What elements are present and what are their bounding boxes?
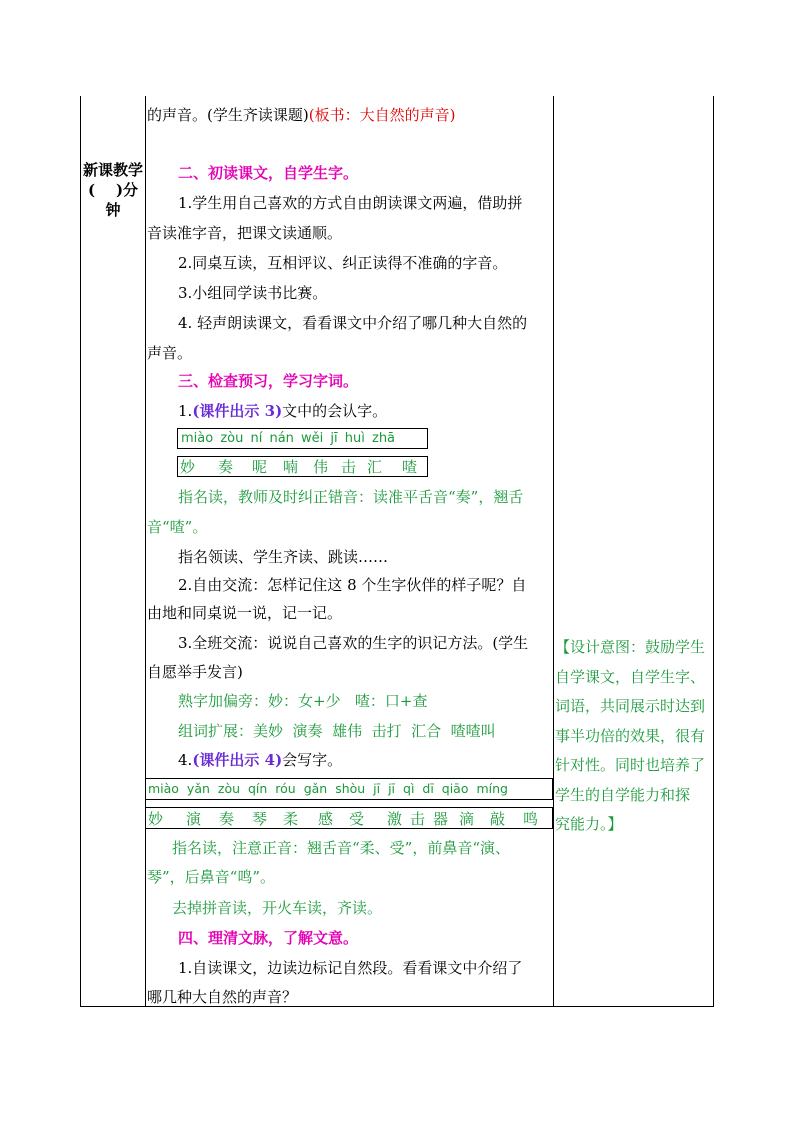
hanzi-char: 奏 bbox=[218, 458, 234, 476]
section-label-line2: ( )分 bbox=[87, 181, 139, 199]
section3-item1-tag: (课件出示 3) bbox=[192, 402, 283, 420]
pinyin-row-1: miào zòu ní nán wěi jī huì zhā bbox=[181, 431, 396, 446]
section3-item4-tag: (课件出示 4) bbox=[192, 751, 283, 769]
hanzi-char: 奏 bbox=[219, 810, 235, 828]
section3-item4-text: 会写字。 bbox=[282, 751, 343, 769]
hanzi-char: 激 bbox=[387, 810, 403, 828]
table-divider-1 bbox=[145, 96, 146, 1007]
hanzi-char: 演 bbox=[186, 810, 202, 828]
hanzi-char: 妙 bbox=[148, 810, 164, 828]
hanzi-box-1 bbox=[177, 456, 428, 477]
intro-text: 的声音。(学生齐读课题) bbox=[147, 106, 309, 124]
section3-guide2-b: 琴”，后鼻音“鸣”。 bbox=[147, 868, 276, 886]
section3-radicals: 熟字加偏旁：妙：女+少 喳：口+查 bbox=[178, 692, 428, 710]
section3-words: 组词扩展：美妙 演奏 雄伟 击打 汇合 喳喳叫 bbox=[178, 722, 496, 740]
hanzi-char: 喃 bbox=[283, 458, 299, 476]
section-label bbox=[82, 160, 144, 220]
table-border-right bbox=[713, 96, 714, 1007]
section3-item2-a: 2.自由交流：怎样记住这 8 个生字伙伴的样子呢？自 bbox=[178, 576, 527, 594]
hanzi-char: 汇 bbox=[367, 458, 383, 476]
section3-heading: 三、检查预习，学习字词。 bbox=[178, 372, 359, 390]
table-border-left bbox=[80, 96, 81, 1007]
intro-line bbox=[147, 105, 455, 125]
design-note-line5: 针对性。同时也培养了 bbox=[555, 756, 706, 774]
section3-item1 bbox=[178, 401, 387, 421]
section-label-line3: 钟 bbox=[105, 201, 121, 219]
section2-item1-a: 1.学生用自己喜欢的方式自由朗读课文两遍，借助拼 bbox=[178, 194, 523, 212]
section2-item4-a: 4. 轻声朗读课文，看看课文中介绍了哪几种大自然的 bbox=[178, 314, 528, 332]
section4-item1-b: 哪几种大自然的声音？ bbox=[147, 988, 298, 1006]
hanzi-char: 击 bbox=[341, 458, 357, 476]
section3-item4 bbox=[178, 750, 342, 770]
hanzi-char: 器 bbox=[433, 810, 449, 828]
section3-guide2-a: 指名读，注意正音：翘舌音“柔、受”，前鼻音“演、 bbox=[172, 839, 511, 857]
section2-item2: 2.同桌互读，互相评议、纠正读得不准确的字音。 bbox=[178, 254, 508, 272]
table-divider-2 bbox=[553, 96, 554, 1007]
design-note-line2: 自学课文，自学生字、 bbox=[555, 667, 706, 686]
section4-heading: 四、理清文脉，了解文意。 bbox=[178, 929, 359, 947]
section3-guide-a: 指名读，教师及时纠正错音：读准平舌音“奏”，翘舌 bbox=[178, 488, 524, 506]
section3-guide-b: 音“喳”。 bbox=[147, 518, 208, 536]
design-note-line6: 学生的自学能力和探 bbox=[555, 785, 691, 804]
design-note-line3: 词语，共同展示时达到 bbox=[555, 697, 706, 715]
hanzi-char: 滴 bbox=[459, 810, 475, 828]
section3-read-methods: 指名领读、学生齐读、跳读…… bbox=[178, 548, 389, 566]
board-text: (板书：大自然的声音) bbox=[308, 106, 456, 124]
hanzi-char: 呢 bbox=[252, 458, 268, 476]
hanzi-char: 妙 bbox=[180, 458, 196, 476]
section2-heading: 二、初读课文，自学生字。 bbox=[178, 164, 359, 182]
hanzi-char: 琴 bbox=[252, 810, 268, 828]
section2-item3: 3.小组同学读书比赛。 bbox=[178, 284, 328, 302]
hanzi-char: 受 bbox=[349, 810, 365, 828]
section3-item3-b: 自愿举手发言) bbox=[147, 663, 243, 681]
section3-item2-b: 由地和同桌说一说，记一记。 bbox=[147, 604, 343, 622]
section2-item1-b: 音读准字音，把课文读通顺。 bbox=[147, 224, 343, 242]
section3-item4-num: 4. bbox=[178, 751, 193, 769]
section3-item3-a: 3.全班交流：说说自己喜欢的生字的识记方法。(学生 bbox=[178, 634, 529, 652]
section2-item4-b: 声音。 bbox=[147, 344, 193, 362]
hanzi-char: 击 bbox=[410, 810, 426, 828]
hanzi-char: 伟 bbox=[313, 458, 329, 476]
design-note-line4: 事半功倍的效果，很有 bbox=[555, 726, 706, 745]
hanzi-char: 喳 bbox=[402, 458, 418, 476]
section3-item1-text: 文中的会认字。 bbox=[282, 402, 388, 420]
hanzi-char: 感 bbox=[318, 810, 334, 828]
design-note-line1: 【设计意图：鼓励学生 bbox=[555, 638, 706, 656]
design-note bbox=[555, 633, 713, 840]
section3-item1-num: 1. bbox=[178, 402, 193, 420]
section4-item1-a: 1.自读课文，边读边标记自然段。看看课文中介绍了 bbox=[178, 959, 523, 977]
hanzi-char: 鸣 bbox=[523, 810, 539, 828]
section-label-line1: 新课教学 bbox=[82, 161, 143, 179]
hanzi-char: 柔 bbox=[283, 810, 299, 828]
design-note-line7: 究能力。】 bbox=[555, 815, 623, 833]
hanzi-char: 敲 bbox=[490, 810, 506, 828]
section3-guide2-c: 去掉拼音读，开火车读，齐读。 bbox=[172, 899, 383, 917]
pinyin-row-2: miào yǎn zòu qín róu gǎn shòu jī jī qì dī qiāo míng bbox=[148, 781, 508, 796]
